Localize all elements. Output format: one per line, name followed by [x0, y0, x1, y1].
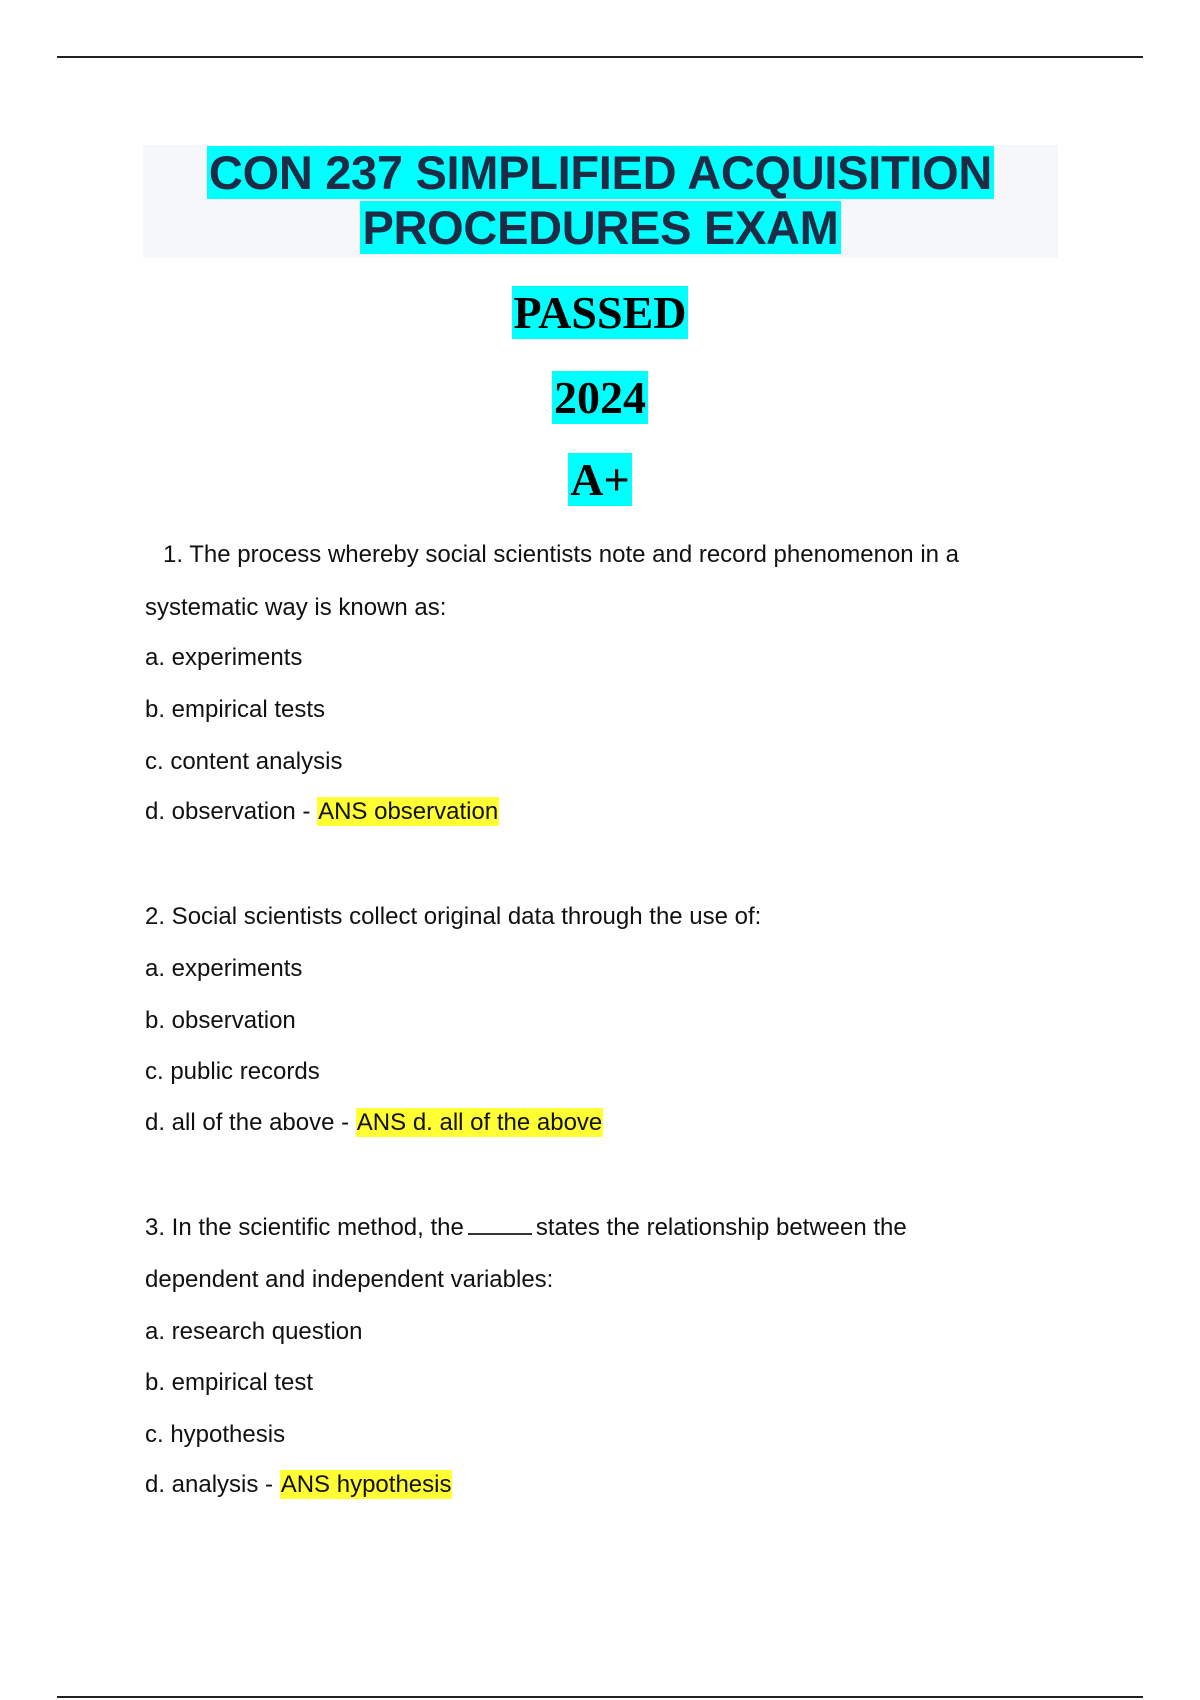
question-1-answer: ANS observation: [318, 798, 499, 825]
question-1-option-a: a. experiments: [145, 644, 303, 671]
title-line-1: CON 237 SIMPLIFIED ACQUISITION: [208, 146, 993, 199]
question-3-stem-line-2: dependent and independent variables:: [145, 1266, 554, 1293]
question-2-option-d: d. all of the above - ANS d. all of the above: [145, 1109, 603, 1136]
question-1-option-b: b. empirical tests: [145, 696, 326, 723]
question-1-stem-line-2: systematic way is known as:: [145, 594, 447, 621]
question-2-answer: ANS d. all of the above: [356, 1109, 603, 1136]
question-3-option-b: b. empirical test: [145, 1369, 314, 1396]
question-2-stem-line-1: 2. Social scientists collect original data through the use of:: [145, 903, 762, 930]
document-title: [143, 145, 1058, 258]
question-2-option-c: c. public records: [145, 1058, 320, 1085]
fill-in-blank: [468, 1215, 532, 1235]
status-badge: PASSED: [513, 287, 687, 338]
question-3-option-a: a. research question: [145, 1318, 363, 1345]
grade-badge: A+: [570, 454, 630, 505]
year-badge: 2024: [554, 372, 646, 423]
bottom-rule: [57, 1696, 1143, 1698]
question-2-option-b: b. observation: [145, 1007, 296, 1034]
question-1-option-d: d. observation - ANS observation: [145, 798, 499, 825]
question-3-option-d: d. analysis - ANS hypothesis: [145, 1471, 452, 1498]
question-3-option-c: c. hypothesis: [145, 1421, 286, 1448]
top-rule: [57, 56, 1143, 58]
question-1-stem-line-1: 1. The process whereby social scientists note and record phenomenon in a: [163, 541, 960, 568]
question-3-answer: ANS hypothesis: [280, 1471, 452, 1498]
title-line-2: PROCEDURES EXAM: [362, 201, 839, 254]
question-3-stem-line-1: 3. In the scientific method, the states the relationship between the: [145, 1214, 907, 1241]
question-2-option-a: a. experiments: [145, 955, 303, 982]
question-1-option-c: c. content analysis: [145, 748, 343, 775]
